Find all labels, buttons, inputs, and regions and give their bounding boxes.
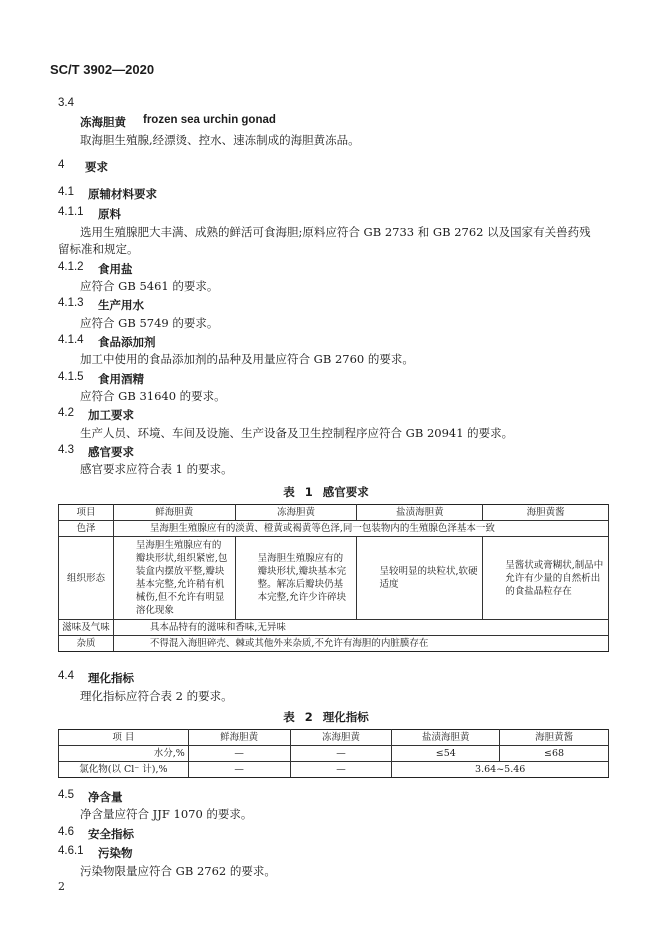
sensory-requirements-table <box>58 504 609 652</box>
section-4-2-number: 4.2 <box>58 407 74 419</box>
section-4-4-text: 理化指标应符合表 2 的要求。 <box>80 689 233 703</box>
moisture-salted: ≤54 <box>392 746 500 762</box>
document-header: SC/T 3902—2020 <box>50 62 155 77</box>
color-label: 色泽 <box>59 521 114 537</box>
section-4-1-1-number: 4.1.1 <box>58 206 84 218</box>
taste-label: 滋味及气味 <box>59 620 114 636</box>
section-4-1-1-title: 原料 <box>98 207 121 221</box>
chloride-frozen: — <box>290 762 392 778</box>
table-row <box>59 636 609 652</box>
section-4-1-number: 4.1 <box>58 186 74 198</box>
section-4-1-4-title: 食品添加剂 <box>98 335 156 349</box>
tissue-frozen: 呈海胆生殖腺应有的瓣块形状,瓣块基本完整。解冻后瓣块仍基本完整,允许少许碎块 <box>235 537 357 620</box>
section-4-6-title: 安全指标 <box>88 827 134 841</box>
section-4-6-number: 4.6 <box>58 826 74 838</box>
section-4-5-text: 净含量应符合 JJF 1070 的要求。 <box>80 807 253 821</box>
table-row <box>59 620 609 636</box>
impurity-label: 杂质 <box>59 636 114 652</box>
color-text: 呈海胆生殖腺应有的淡黄、橙黄或褐黄等色泽,同一包装物内的生殖腺色泽基本一致 <box>113 521 608 537</box>
physicochemical-indicators-table <box>58 729 609 778</box>
term-title-cn: 冻海胆黄 <box>80 115 126 129</box>
impurity-text: 不得混入海胆碎壳、棘或其他外来杂质,不允许有海胆的内脏膜存在 <box>113 636 608 652</box>
section-3-4-number: 3.4 <box>58 97 74 109</box>
moisture-frozen: — <box>290 746 392 762</box>
chloride-fresh: — <box>188 762 290 778</box>
section-4-5-number: 4.5 <box>58 789 74 801</box>
section-4-1-3-number: 4.1.3 <box>58 297 84 309</box>
table-2-header-salted: 盐渍海胆黄 <box>392 730 500 746</box>
table-row <box>59 537 609 620</box>
section-4-1-title: 原辅材料要求 <box>88 187 157 201</box>
table-1-header-fresh: 鲜海胆黄 <box>113 505 235 521</box>
section-4-1-1-text-line1: 选用生殖腺肥大丰满、成熟的鲜活可食海胆;原料应符合 GB 2733 和 GB 2762 以及国家有关兽药残 <box>80 225 591 239</box>
section-4-3-text: 感官要求应符合表 1 的要求。 <box>80 462 233 476</box>
table-row <box>59 762 609 778</box>
table-1-caption: 表 1 感官要求 <box>283 485 369 499</box>
section-4-1-5-title: 食用酒精 <box>98 372 144 386</box>
table-2-header-fresh: 鲜海胆黄 <box>188 730 290 746</box>
tissue-paste: 呈酱状或膏糊状,制品中允许有少量的自然析出的食盐晶粒存在 <box>483 537 609 620</box>
section-4-1-4-text: 加工中使用的食品添加剂的品种及用量应符合 GB 2760 的要求。 <box>80 352 414 366</box>
table-row <box>59 746 609 762</box>
section-4-4-title: 理化指标 <box>88 671 134 685</box>
section-4-1-5-text: 应符合 GB 31640 的要求。 <box>80 389 226 403</box>
section-4-number: 4 <box>58 159 65 171</box>
table-1-header-salted: 盐渍海胆黄 <box>357 505 483 521</box>
section-4-1-5-number: 4.1.5 <box>58 371 84 383</box>
section-4-3-title: 感官要求 <box>88 445 134 459</box>
section-4-1-2-number: 4.1.2 <box>58 261 84 273</box>
section-4-6-1-title: 污染物 <box>98 846 133 860</box>
chloride-salted-paste: 3.64~5.46 <box>392 762 609 778</box>
table-2-header-paste: 海胆黄酱 <box>500 730 609 746</box>
section-4-1-1-text-line2: 留标准和规定。 <box>58 242 139 256</box>
section-4-1-3-text: 应符合 GB 5749 的要求。 <box>80 316 219 330</box>
table-1-header-paste: 海胆黄酱 <box>483 505 609 521</box>
section-4-1-4-number: 4.1.4 <box>58 334 84 346</box>
tissue-salted: 呈较明显的块粒状,软硬适度 <box>357 537 483 620</box>
moisture-label: 水分,% <box>59 746 189 762</box>
table-2-header-frozen: 冻海胆黄 <box>290 730 392 746</box>
taste-text: 具本品特有的滋味和香味,无异味 <box>113 620 608 636</box>
moisture-fresh: — <box>188 746 290 762</box>
table-row <box>59 521 609 537</box>
chloride-label: 氯化物(以 Cl⁻ 计),% <box>59 762 189 778</box>
section-4-2-text: 生产人员、环境、车间及设施、生产设备及卫生控制程序应符合 GB 20941 的要求。 <box>80 426 514 440</box>
section-4-title: 要求 <box>85 160 108 174</box>
section-4-6-1-text: 污染物限量应符合 GB 2762 的要求。 <box>80 864 276 878</box>
section-4-3-number: 4.3 <box>58 444 74 456</box>
table-1-header-row <box>59 505 609 521</box>
table-1-header-item: 项目 <box>59 505 114 521</box>
table-2-header-row <box>59 730 609 746</box>
tissue-fresh: 呈海胆生殖腺应有的瓣块形状,组织紧密,包装盒内摆放平整,瓣块基本完整,允许稍有机械伤,但不允许有明显溶化现象 <box>113 537 235 620</box>
table-1-header-frozen: 冻海胆黄 <box>235 505 357 521</box>
section-4-1-3-title: 生产用水 <box>98 298 144 312</box>
section-4-1-2-title: 食用盐 <box>98 262 133 276</box>
section-4-5-title: 净含量 <box>88 790 123 804</box>
section-4-1-2-text: 应符合 GB 5461 的要求。 <box>80 279 219 293</box>
term-title-en: frozen sea urchin gonad <box>143 114 276 126</box>
section-4-2-title: 加工要求 <box>88 408 134 422</box>
moisture-paste: ≤68 <box>500 746 609 762</box>
table-2-caption: 表 2 理化指标 <box>283 710 369 724</box>
tissue-label: 组织形态 <box>59 537 114 620</box>
term-definition: 取海胆生殖腺,经漂烫、控水、速冻制成的海胆黄冻品。 <box>80 133 360 147</box>
section-4-6-1-number: 4.6.1 <box>58 845 84 857</box>
table-2-header-item: 项 目 <box>59 730 189 746</box>
section-4-4-number: 4.4 <box>58 670 74 682</box>
page-number: 2 <box>58 880 65 893</box>
